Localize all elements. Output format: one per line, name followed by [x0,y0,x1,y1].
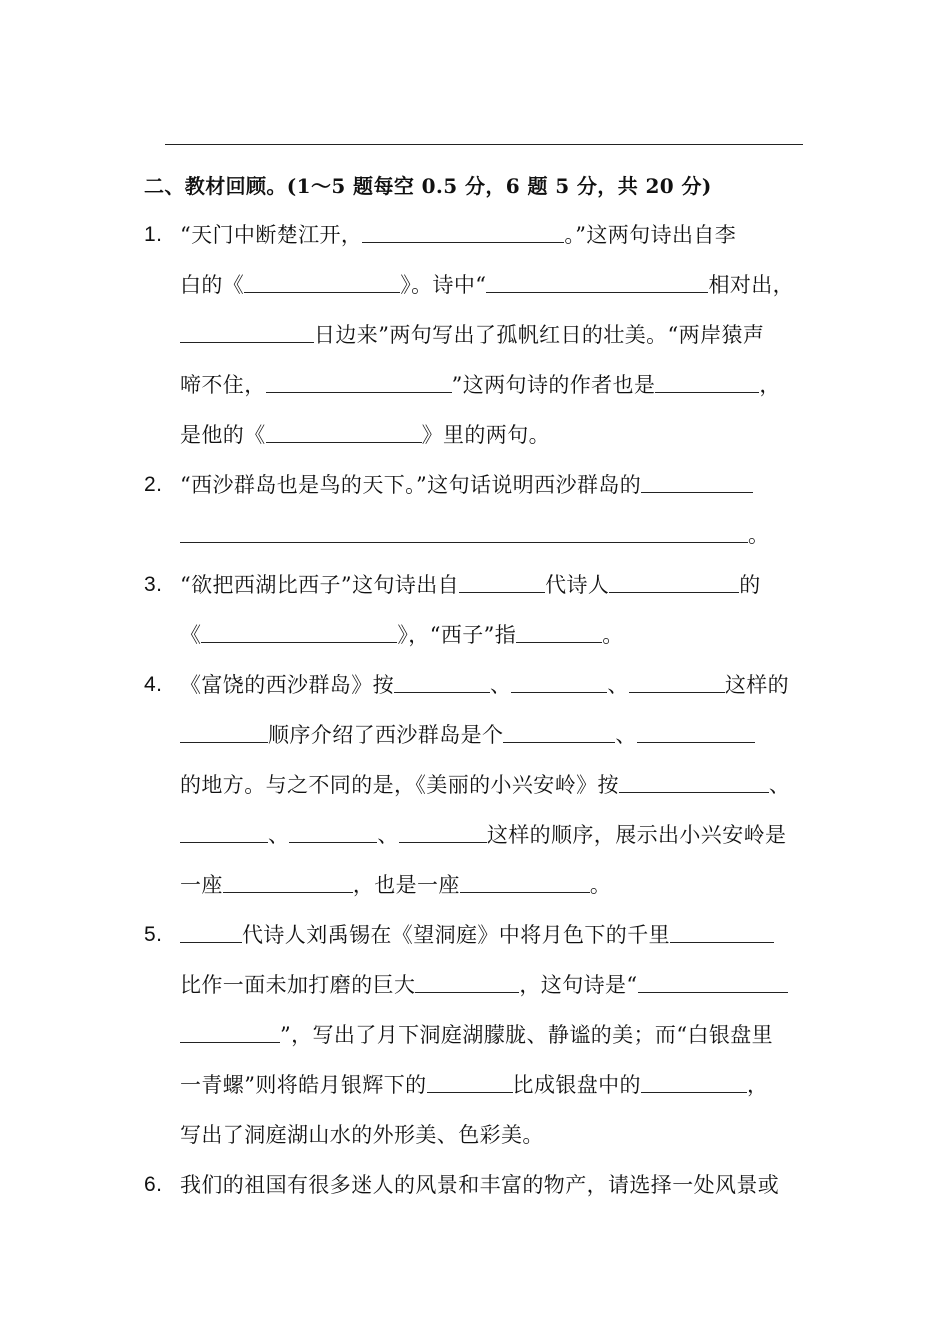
question-number: 1. [144,223,163,246]
question-4-line-4 [180,815,786,855]
text-segment: 《富饶的西沙群岛》按 [180,673,394,697]
answer-blank[interactable] [180,722,268,743]
text-segment: 。”这两句诗出自李 [564,223,737,247]
section-heading: 二、教材回顾。(1～5 题每空 0.5 分，6 题 5 分，共 20 分) [144,174,712,198]
question-number: 6. [144,1173,163,1196]
text-segment: 我们的祖国有很多迷人的风景和丰富的物产，请选择一处风景或 [180,1173,780,1197]
text-segment: 、 [768,773,791,797]
text-segment: ，也是一座 [352,873,460,897]
answer-blank[interactable] [641,1072,747,1093]
question-4-line-5 [180,865,611,905]
text-segment: 《 [180,623,202,647]
answer-blank[interactable] [486,272,708,293]
text-segment: ”这两句诗的作者也是 [451,373,656,397]
answer-blank[interactable] [511,672,607,693]
top-answer-line [165,144,803,145]
text-segment: 的地方。与之不同的是，《美丽的小兴安岭》按 [180,773,619,797]
answer-blank[interactable] [399,822,487,843]
text-segment: ”，写出了月下洞庭湖朦胧、静谧的美；而“白银盘里 [280,1023,774,1047]
answer-blank[interactable] [180,822,268,843]
answer-blank[interactable] [655,372,759,393]
question-1-line-2 [180,265,794,305]
text-segment: 。 [589,873,612,897]
question-2-line-2 [180,515,769,555]
text-segment: 比作一面未加打磨的巨大 [180,973,416,997]
text-segment: 》，“西子”指 [397,623,517,647]
question-1-line-4 [180,365,781,405]
answer-blank[interactable] [266,372,452,393]
question-5-line-3 [180,1015,773,1055]
answer-blank[interactable] [394,672,490,693]
answer-blank[interactable] [223,872,353,893]
answer-blank[interactable] [244,272,400,293]
text-segment: 、 [268,823,290,847]
text-segment: 白的《 [180,273,245,297]
question-3-line-1 [180,565,761,605]
question-3-line-2 [180,615,624,655]
text-segment: 比成银盘中的 [512,1073,641,1097]
question-number: 3. [144,573,163,596]
text-segment: “西沙群岛也是鸟的天下。”这句话说明西沙群岛的 [180,473,642,497]
answer-blank[interactable] [415,972,519,993]
text-segment: 这样的 [724,673,790,697]
text-segment: 代诗人刘禹锡在《望洞庭》中将月色下的千里 [242,923,670,947]
question-4-line-1 [180,665,789,705]
text-segment: 、 [490,673,512,697]
question-number: 2. [144,473,163,496]
answer-blank[interactable] [362,222,564,243]
text-segment: ， [759,373,781,397]
question-number: 5. [144,923,163,946]
question-2-line-1 [180,465,753,505]
answer-blank[interactable] [289,822,377,843]
text-segment: 啼不住， [180,373,266,397]
text-segment: 一青螺”则将皓月银辉下的 [180,1073,427,1097]
question-1-line-1 [180,215,736,255]
text-segment: 的 [739,573,761,597]
text-segment: 是他的《 [180,423,266,447]
text-segment: 相对出， [708,273,795,297]
text-segment: 日边来”两句写出了孤帆红日的壮美。“两岸猿声 [314,323,765,347]
text-segment: ，这句诗是“ [519,973,638,997]
text-segment: 、 [607,673,629,697]
question-1-line-5 [180,415,550,455]
question-6-line-1 [180,1165,779,1205]
text-segment: “欲把西湖比西子”这句诗出自 [180,573,460,597]
text-segment: 。 [748,523,770,547]
answer-blank[interactable] [460,872,590,893]
text-segment: 代诗人 [545,573,610,597]
question-1-line-3 [180,315,764,355]
answer-blank[interactable] [180,322,314,343]
answer-blank[interactable] [427,1072,513,1093]
question-5-line-1 [180,915,774,955]
question-4-line-3 [180,765,790,805]
answer-blank[interactable] [609,572,739,593]
text-segment: ， [746,1073,769,1097]
answer-blank[interactable] [670,922,774,943]
text-segment: 顺序介绍了西沙群岛是个 [268,723,504,747]
answer-blank[interactable] [503,722,615,743]
answer-blank[interactable] [641,472,753,493]
text-segment: “天门中断楚江开， [180,223,363,247]
answer-blank[interactable] [180,922,242,943]
question-number: 4. [144,673,163,696]
text-segment: 》里的两句。 [421,423,551,447]
text-segment: 、 [615,723,637,747]
answer-blank[interactable] [180,1022,280,1043]
question-5-line-2 [180,965,788,1005]
answer-blank[interactable] [180,522,748,543]
answer-blank[interactable] [638,972,788,993]
answer-blank[interactable] [637,722,755,743]
answer-blank[interactable] [266,422,422,443]
question-5-line-4 [180,1065,768,1105]
question-4-line-2 [180,715,755,755]
answer-blank[interactable] [459,572,545,593]
answer-blank[interactable] [516,622,602,643]
question-5-line-5 [180,1115,544,1155]
answer-blank[interactable] [619,772,769,793]
text-segment: 。 [602,623,624,647]
answer-blank[interactable] [201,622,397,643]
text-segment: 这样的顺序，展示出小兴安岭是 [486,823,787,847]
answer-blank[interactable] [629,672,725,693]
text-segment: 一座 [180,873,223,897]
text-segment: 》。诗中“ [400,273,487,297]
text-segment: 写出了洞庭湖山水的外形美、色彩美。 [180,1123,544,1147]
text-segment: 、 [377,823,399,847]
